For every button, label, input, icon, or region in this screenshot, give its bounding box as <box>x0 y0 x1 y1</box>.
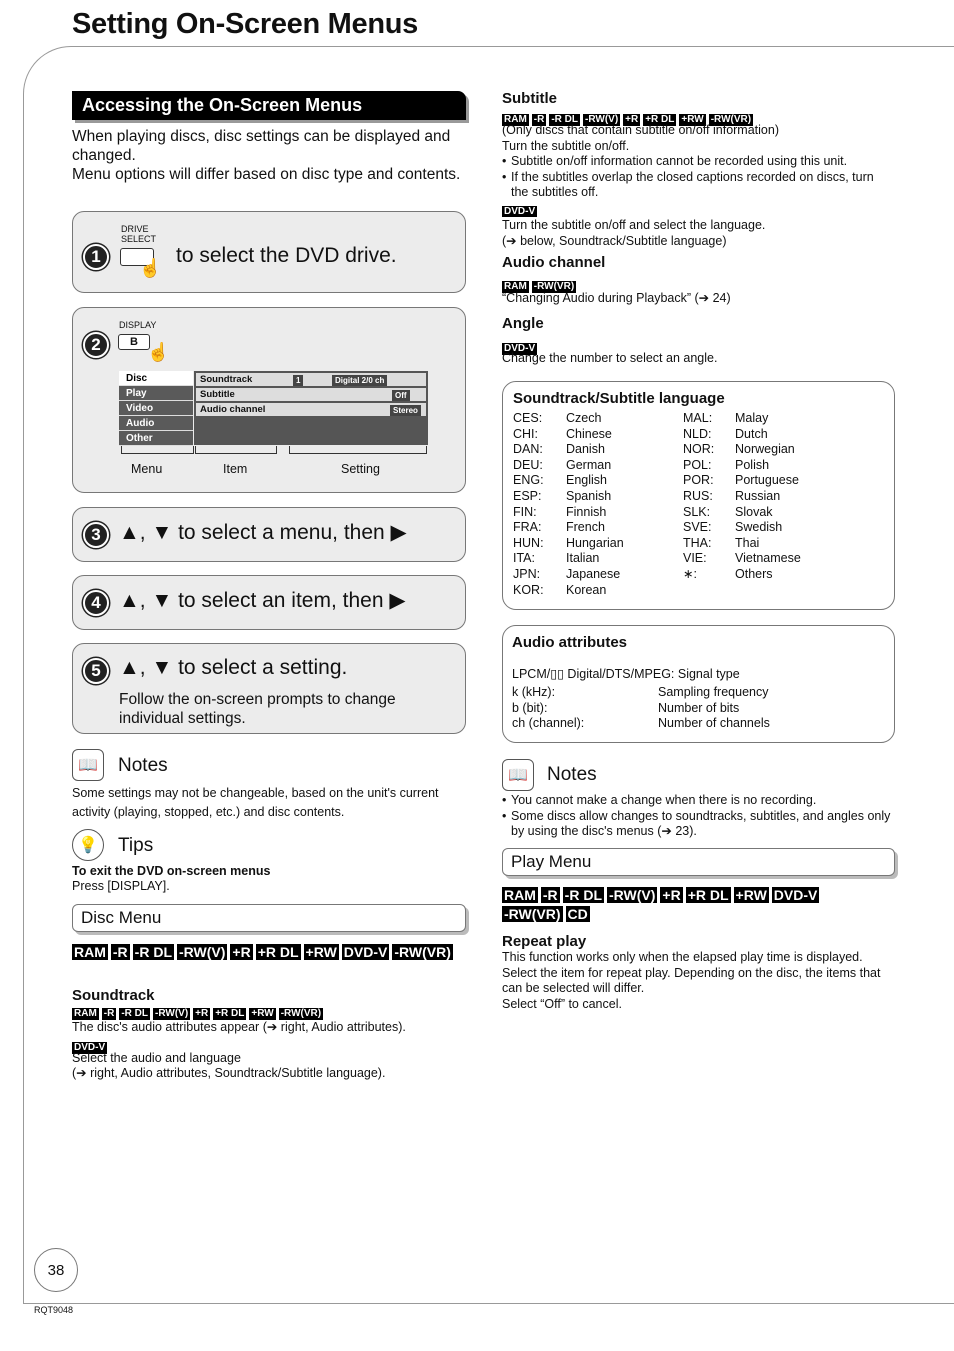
caption-item: Item <box>223 462 248 476</box>
play-menu-header: Play Menu <box>502 848 895 876</box>
value: Italian <box>566 551 600 566</box>
audio-channel-text: “Changing Audio during Playback” (➔ 24) <box>502 291 731 305</box>
disc-badge: -RW(V) <box>585 114 619 125</box>
disc-badge: -R <box>112 944 128 960</box>
osd-value: 1 <box>293 375 303 386</box>
code: THA: <box>683 535 712 550</box>
osd-value: Stereo <box>390 405 421 416</box>
list-item <box>513 458 683 474</box>
osd-item-label: Subtitle <box>200 389 235 400</box>
soundtrack-text: Select the audio and language <box>72 1051 241 1065</box>
language-list-right <box>683 411 883 583</box>
value: Sampling frequency <box>658 685 769 699</box>
value: Hungarian <box>566 535 624 550</box>
value: German <box>566 457 612 472</box>
code: MAL: <box>683 411 713 425</box>
audio-attr-line: LPCM/▯▯ Digital/DTS/MPEG: Signal type <box>512 667 740 681</box>
step-number: 3 <box>83 522 109 548</box>
disc-badge: -R <box>542 887 558 903</box>
code: DEU: <box>513 457 543 472</box>
press-hand-icon: ☝ <box>139 258 162 278</box>
notes-text: Some settings may not be changeable, based on the unit's current activity (playing, stopped, etc.) and disc contents. <box>72 786 439 819</box>
code: ch (channel): <box>512 716 585 731</box>
disc-badge: -R DL <box>134 944 172 960</box>
notes-body: • You cannot make a change when there is no recording. • Some discs allow changes to soundtracks, subtitles, and angles only by using the disc's menus (➔ 23). <box>502 793 891 838</box>
subtitle-bullet: Subtitle on/off information cannot be recorded using this unit. <box>511 154 848 168</box>
tips-text: Press [DISPLAY]. <box>72 879 170 893</box>
disc-badge: +R DL <box>687 887 729 903</box>
repeat-text: Select “Off” to cancel. <box>502 997 622 1011</box>
osd-menu-item: Disc <box>119 371 193 386</box>
list-item <box>512 716 882 732</box>
value: Chinese <box>566 426 612 441</box>
step-number: 4 <box>83 590 109 616</box>
osd-value: Off <box>392 390 410 401</box>
disc-badge: -RW(VR) <box>533 281 575 292</box>
value: Thai <box>735 535 760 550</box>
list-item <box>513 442 683 458</box>
display-button[interactable]: B <box>118 334 150 350</box>
subtitle-line: (➔ below, Soundtrack/Subtitle language) <box>502 233 727 248</box>
disc-badge: RAM <box>74 1008 97 1019</box>
intro <box>72 127 467 184</box>
step-text: ▲, ▼ to select a setting. <box>119 656 348 679</box>
disc-badge: -RW(VR) <box>280 1008 322 1019</box>
step-number: 2 <box>83 332 109 358</box>
soundtrack-title: Soundtrack <box>72 987 155 1004</box>
intro-line: Menu options will differ based on disc type and contents. <box>72 166 461 183</box>
drive-select-label: DRIVE SELECT <box>121 224 157 244</box>
value: Russian <box>735 488 781 503</box>
list-item <box>683 505 883 521</box>
disc-badge: +RW <box>305 944 337 960</box>
disc-menu-header: Disc Menu <box>72 904 466 932</box>
list-item <box>683 489 883 505</box>
code: FIN: <box>513 504 537 519</box>
subtitle-body: (Only discs that contain subtitle on/off information) Turn the subtitle on/off. • Subtitle on/off information cannot be recorded using this unit. • If the subtitles overlap the closed captions recorded on discs, turn the subtitles off. DVD-V Turn the subtitle on/off and select the language. (➔ below, Soundtrack/Subtitle language) <box>502 123 892 249</box>
disc-badge: DVD-V <box>74 1042 106 1053</box>
code: KOR: <box>513 582 544 597</box>
value: Number of bits <box>658 700 740 715</box>
code: NLD: <box>683 426 712 441</box>
disc-badge: -R DL <box>564 887 602 903</box>
disc-badge: DVD-V <box>504 205 536 217</box>
code: JPN: <box>513 566 541 581</box>
code: ∗: <box>683 566 697 581</box>
value: Japanese <box>566 566 621 581</box>
disc-badge: -R <box>533 114 545 125</box>
disc-badge: RAM <box>504 281 527 292</box>
list-item <box>512 701 882 717</box>
notes-book-icon: 📖 <box>72 749 104 781</box>
step-subtext: Follow the on-screen prompts to change individual settings. <box>119 691 396 727</box>
list-item <box>683 427 883 443</box>
repeat-text: This function works only when the elapsed play time is displayed. Select the item for repeat play. Depending on the disc, the items that can be selected will differ. <box>502 950 881 995</box>
value: Norwegian <box>735 442 795 457</box>
code: SLK: <box>683 504 711 519</box>
osd-menu-item: Other <box>119 431 193 446</box>
disc-badge: -RW(V) <box>155 1008 189 1019</box>
step-text: ▲, ▼ to select an item, then ▶ <box>119 589 406 612</box>
disc-badge: +RW <box>735 887 767 903</box>
disc-badge: RAM <box>504 114 527 125</box>
audio-attr-title: Audio attributes <box>512 634 627 651</box>
disc-badge: +R DL <box>645 114 675 125</box>
disc-badge: RAM <box>74 944 106 960</box>
value: Number of channels <box>658 716 770 731</box>
value: Vietnamese <box>735 551 801 566</box>
press-hand-icon: ☝ <box>147 342 170 362</box>
osd-item-subtitle <box>196 388 426 401</box>
subtitle-title: Subtitle <box>502 90 557 107</box>
disc-badge: +RW <box>681 114 704 125</box>
soundtrack-badges <box>72 1006 326 1020</box>
list-item <box>683 442 883 458</box>
disc-badge: DVD-V <box>343 944 388 960</box>
value: Polish <box>735 457 770 472</box>
step-number: 1 <box>83 244 109 270</box>
osd-item-panel <box>194 371 428 445</box>
notes-bullet: You cannot make a change when there is no recording. <box>511 793 817 807</box>
code: NOR: <box>683 442 715 457</box>
value: Others <box>735 566 773 581</box>
list-item <box>683 536 883 552</box>
disc-badge: -R <box>103 1008 115 1019</box>
disc-badge: +R <box>625 114 639 125</box>
disc-badge: -RW(V) <box>609 887 656 903</box>
list-item <box>683 458 883 474</box>
step-3-box <box>72 507 466 562</box>
tips-lightbulb-icon: 💡 <box>72 829 104 861</box>
osd-value: Digital 2/0 ch <box>332 375 387 386</box>
notes-title: Notes <box>547 764 597 785</box>
list-item <box>513 583 683 599</box>
disc-badge: -R DL <box>121 1008 149 1019</box>
code: DAN: <box>513 442 543 457</box>
play-badges <box>502 887 862 925</box>
intro-line: When playing discs, disc settings can be displayed and changed. <box>72 128 451 164</box>
audio-channel-title: Audio channel <box>502 254 606 271</box>
caption-setting: Setting <box>341 462 380 476</box>
disc-badge: -R DL <box>551 114 579 125</box>
caption-menu: Menu <box>131 462 163 476</box>
list-item <box>513 536 683 552</box>
soundtrack-text: (➔ right, Audio attributes, Soundtrack/Subtitle language). <box>72 1066 386 1080</box>
value: Spanish <box>566 488 612 503</box>
osd-item-label: Soundtrack <box>200 374 253 385</box>
page-number: 38 <box>34 1248 78 1292</box>
value: Finnish <box>566 504 607 519</box>
list-item <box>513 411 683 427</box>
list-item <box>683 473 883 489</box>
bracket <box>121 446 194 454</box>
step-4-box <box>72 575 466 630</box>
code: k (kHz): <box>512 685 556 699</box>
notes-book-icon: 📖 <box>502 759 534 791</box>
step-5-box <box>72 643 466 734</box>
step-1-box <box>72 211 466 293</box>
audio-attr-table <box>512 685 882 732</box>
list-item <box>683 551 883 567</box>
disc-badge: -RW(VR) <box>394 944 451 960</box>
osd-menu-item: Video <box>119 401 193 416</box>
code: ESP: <box>513 488 542 503</box>
subtitle-line: (Only discs that contain subtitle on/off information) <box>502 123 779 137</box>
disc-badge: +R <box>232 944 251 960</box>
display-label: DISPLAY <box>119 320 157 330</box>
list-item <box>683 411 883 427</box>
disc-badge: +R DL <box>257 944 299 960</box>
tips-bold: To exit the DVD on-screen menus <box>72 864 271 878</box>
soundtrack-text: The disc's audio attributes appear (➔ right, Audio attributes). <box>72 1020 406 1034</box>
list-item <box>683 567 883 583</box>
list-item <box>513 473 683 489</box>
disc-badge: -RW(VR) <box>504 906 561 923</box>
disc-badge: +R <box>662 887 681 903</box>
page-title: Setting On-Screen Menus <box>72 8 418 40</box>
code: ITA: <box>513 551 535 566</box>
angle-title: Angle <box>502 315 544 332</box>
osd-menu-item: Play <box>119 386 193 401</box>
disc-badges <box>72 944 467 963</box>
subtitle-bullet: If the subtitles overlap the closed captions recorded on discs, turn the subtitles off. <box>511 169 874 199</box>
disc-badge: +RW <box>251 1008 274 1019</box>
osd-item-audio-channel <box>196 403 426 416</box>
step-number: 5 <box>83 658 109 684</box>
bracket <box>289 446 427 454</box>
list-item <box>513 505 683 521</box>
list-item <box>683 520 883 536</box>
value: Portuguese <box>735 473 799 488</box>
code: POL: <box>683 457 712 472</box>
value: Slovak <box>735 504 773 519</box>
notes-title: Notes <box>118 755 168 776</box>
disc-badge: RAM <box>504 887 536 903</box>
osd-item-soundtrack <box>196 373 426 386</box>
value: Malay <box>735 411 769 425</box>
list-item <box>513 551 683 567</box>
language-box <box>502 381 895 610</box>
code: HUN: <box>513 535 544 550</box>
subtitle-line: Turn the subtitle on/off. <box>502 138 630 153</box>
doc-code: RQT9048 <box>34 1305 74 1315</box>
notes-bullet: Some discs allow changes to soundtracks, subtitles, and angles only by using the disc's menus (➔ 23). <box>511 808 891 838</box>
value: English <box>566 473 607 488</box>
value: Korean <box>566 582 607 597</box>
value: Czech <box>566 411 602 425</box>
step-text: ▲, ▼ to select a menu, then ▶ <box>119 521 407 544</box>
audio-attributes-box <box>502 625 895 743</box>
code: POR: <box>683 473 714 488</box>
disc-badge: +R DL <box>215 1008 245 1019</box>
value: Swedish <box>735 520 783 535</box>
disc-badge: -RW(V) <box>179 944 226 960</box>
step-text: to select the DVD drive. <box>176 244 397 267</box>
value: Dutch <box>735 426 768 441</box>
list-item <box>513 520 683 536</box>
disc-badge: DVD-V <box>773 887 818 903</box>
code: FRA: <box>513 520 542 535</box>
repeat-title: Repeat play <box>502 933 587 950</box>
list-item <box>513 489 683 505</box>
bracket <box>195 446 277 454</box>
disc-badge: CD <box>567 906 588 923</box>
disc-badge: -RW(VR) <box>710 114 752 125</box>
angle-text: Change the number to select an angle. <box>502 351 718 365</box>
tips-title: Tips <box>118 835 154 856</box>
section-header: Accessing the On-Screen Menus <box>72 91 466 120</box>
subtitle-line: Turn the subtitle on/off and select the language. <box>502 218 766 232</box>
code: SVE: <box>683 520 712 535</box>
disc-badge: DVD-V <box>504 343 536 354</box>
language-title: Soundtrack/Subtitle language <box>513 390 725 407</box>
code: CES: <box>513 411 543 425</box>
osd-item-label: Audio channel <box>200 404 266 415</box>
code: ENG: <box>513 473 544 488</box>
osd-menu-list <box>119 371 193 446</box>
language-list-left <box>513 411 683 598</box>
code: CHI: <box>513 426 538 441</box>
list-item <box>512 685 882 701</box>
disc-badge: +R <box>195 1008 209 1019</box>
code: VIE: <box>683 551 707 566</box>
list-item <box>513 567 683 583</box>
list-item <box>513 427 683 443</box>
osd-menu-item: Audio <box>119 416 193 431</box>
value: Danish <box>566 442 605 457</box>
code: RUS: <box>683 488 713 503</box>
step-2-box <box>72 307 466 493</box>
value: French <box>566 520 605 535</box>
code: b (bit): <box>512 700 548 715</box>
